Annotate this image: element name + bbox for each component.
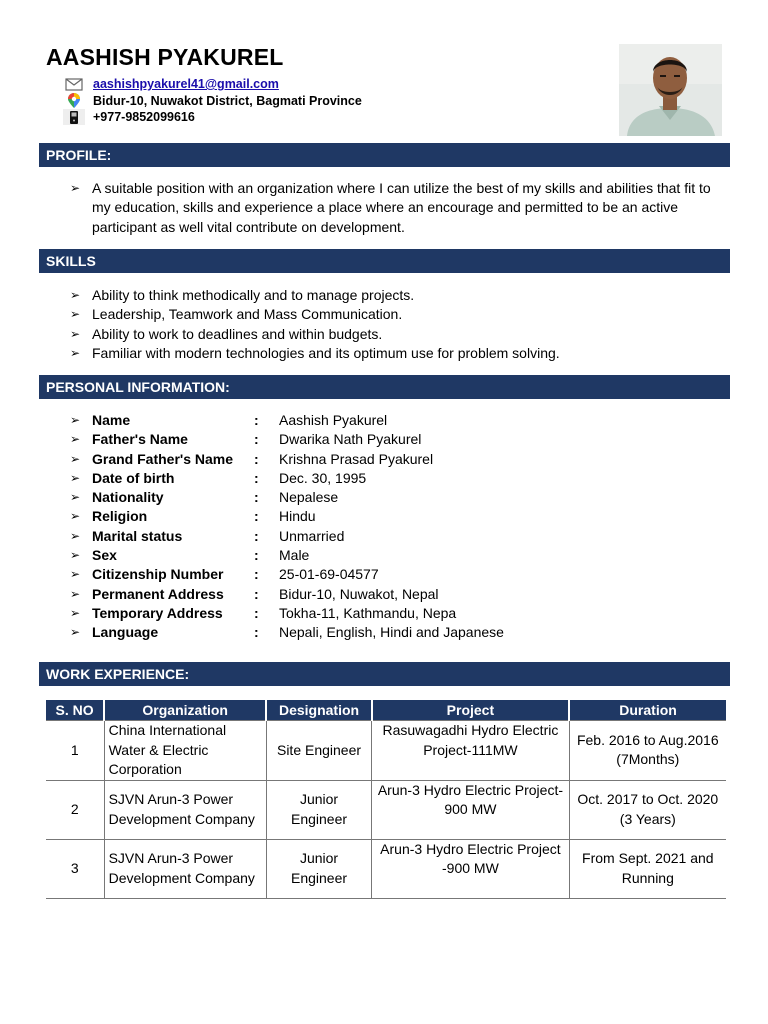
- duration-cell: From Sept. 2021 and Running: [569, 839, 726, 898]
- colon-separator: :: [254, 527, 259, 544]
- arrow-bullet-icon: ➢: [70, 509, 81, 524]
- organization-cell: China International Water & Electric Corporation: [104, 721, 266, 781]
- field-label: Father's Name: [92, 431, 188, 448]
- column-header: Designation: [266, 700, 371, 721]
- organization-cell: SJVN Arun-3 Power Development Company: [104, 780, 266, 839]
- profile-photo: [619, 44, 722, 136]
- designation-cell: Junior Engineer: [266, 780, 371, 839]
- arrow-bullet-icon: ➢: [70, 413, 81, 427]
- designation-cell: Junior Engineer: [266, 839, 371, 898]
- email-link[interactable]: aashishpyakurel41@gmail.com: [93, 77, 279, 91]
- personal-info-row: [70, 469, 504, 488]
- profile-bullet: [70, 179, 727, 237]
- work-experience-section-header: WORK EXPERIENCE:: [39, 662, 730, 686]
- column-header: Duration: [569, 700, 726, 721]
- project-cell: Rasuwagadhi Hydro Electric Project-111MW: [372, 721, 569, 781]
- colon-separator: :: [254, 450, 259, 467]
- field-value: Male: [279, 547, 310, 564]
- phone-text: +977-9852099616: [93, 110, 195, 124]
- list-item: [70, 325, 560, 344]
- personal-info-row: [70, 527, 504, 546]
- personal-info-row: [70, 430, 504, 449]
- colon-separator: :: [254, 604, 259, 621]
- colon-separator: :: [254, 431, 259, 448]
- arrow-bullet-icon: ➢: [70, 181, 81, 195]
- personal-info-row: [70, 546, 504, 565]
- arrow-bullet-icon: ➢: [70, 490, 81, 505]
- sno-cell: 1: [46, 721, 104, 781]
- profile-text: A suitable position with an organization where I can utilize the best of my skills and abilities that fit to my education, skills and experience a place where an encourage and permitted to be an active participant as well vital contribute on development.: [92, 180, 711, 235]
- personal-info-row: [70, 604, 504, 623]
- field-label: Grand Father's Name: [92, 450, 234, 467]
- skill-text: Ability to work to deadlines and within budgets.: [92, 325, 383, 342]
- table-row: [46, 780, 726, 839]
- field-label: Religion: [92, 508, 148, 525]
- colon-separator: :: [254, 566, 259, 583]
- field-value: Krishna Prasad Pyakurel: [279, 450, 434, 467]
- arrow-bullet-icon: ➢: [70, 567, 81, 582]
- designation-cell: Site Engineer: [266, 721, 371, 781]
- candidate-name: AASHISH PYAKUREL: [46, 44, 284, 70]
- personal-info-row: [70, 488, 504, 507]
- field-value: Dwarika Nath Pyakurel: [279, 431, 422, 448]
- field-label: Date of birth: [92, 469, 175, 486]
- table-header-row: [46, 700, 726, 721]
- personal-info-row: [70, 623, 504, 642]
- project-cell: Arun-3 Hydro Electric Project -900 MW: [372, 839, 569, 898]
- organization-cell: SJVN Arun-3 Power Development Company: [104, 839, 266, 898]
- field-value: Hindu: [279, 508, 316, 525]
- colon-separator: :: [254, 624, 259, 641]
- personal-info-list: [70, 411, 504, 643]
- location-pin-icon: [62, 93, 86, 109]
- table-row: [46, 839, 726, 898]
- duration-cell: Oct. 2017 to Oct. 2020 (3 Years): [569, 780, 726, 839]
- skill-text: Ability to think methodically and to manage projects.: [92, 287, 415, 303]
- column-header: Organization: [104, 700, 266, 721]
- profile-content: [70, 179, 727, 237]
- field-label: Sex: [92, 547, 117, 564]
- skill-text: Leadership, Teamwork and Mass Communication.: [92, 306, 403, 323]
- field-value: Unmarried: [279, 527, 345, 544]
- arrow-bullet-icon: ➢: [70, 625, 81, 640]
- list-item: [70, 344, 560, 363]
- field-label: Name: [92, 412, 131, 428]
- colon-separator: :: [254, 547, 259, 564]
- arrow-bullet-icon: ➢: [70, 326, 81, 341]
- project-cell: Arun-3 Hydro Electric Project-900 MW: [372, 780, 569, 839]
- duration-cell: Feb. 2016 to Aug.2016 (7Months): [569, 721, 726, 781]
- email-row: [62, 76, 362, 92]
- arrow-bullet-icon: ➢: [70, 345, 81, 360]
- field-label: Language: [92, 624, 159, 641]
- field-label: Marital status: [92, 527, 183, 544]
- personal-info-section-header: PERSONAL INFORMATION:: [39, 375, 730, 399]
- personal-info-row: [70, 411, 504, 430]
- arrow-bullet-icon: ➢: [70, 432, 81, 447]
- column-header: Project: [372, 700, 569, 721]
- list-item: [70, 286, 560, 305]
- mail-icon: [62, 76, 86, 92]
- table-row: [46, 721, 726, 781]
- field-label: Citizenship Number: [92, 566, 224, 583]
- list-item: [70, 305, 560, 324]
- contact-block: [62, 76, 362, 126]
- colon-separator: :: [254, 585, 259, 602]
- sno-cell: 3: [46, 839, 104, 898]
- phone-icon: [62, 109, 86, 125]
- field-value: Bidur-10, Nuwakot, Nepal: [279, 585, 439, 602]
- personal-info-row: [70, 507, 504, 526]
- colon-separator: :: [254, 412, 259, 428]
- arrow-bullet-icon: ➢: [70, 528, 81, 543]
- field-value: Aashish Pyakurel: [279, 412, 388, 428]
- field-value: Nepalese: [279, 489, 339, 506]
- sno-cell: 2: [46, 780, 104, 839]
- arrow-bullet-icon: ➢: [70, 586, 81, 601]
- skill-text: Familiar with modern technologies and its optimum use for problem solving.: [92, 344, 560, 361]
- skills-section-header: SKILLS: [39, 249, 730, 273]
- arrow-bullet-icon: ➢: [70, 470, 81, 485]
- field-value: Tokha-11, Kathmandu, Nepa: [279, 604, 457, 621]
- field-value: Nepali, English, Hindi and Japanese: [279, 624, 504, 641]
- field-value: 25-01-69-04577: [279, 566, 379, 583]
- field-label: Permanent Address: [92, 585, 224, 602]
- field-value: Dec. 30, 1995: [279, 469, 367, 486]
- column-header: S. NO: [46, 700, 104, 721]
- arrow-bullet-icon: ➢: [70, 451, 81, 466]
- address-row: [62, 93, 362, 109]
- arrow-bullet-icon: ➢: [70, 307, 81, 322]
- personal-info-row: [70, 450, 504, 469]
- profile-section-header: PROFILE:: [39, 143, 730, 167]
- arrow-bullet-icon: ➢: [70, 548, 81, 563]
- colon-separator: :: [254, 508, 259, 525]
- colon-separator: :: [254, 489, 259, 506]
- skills-list: [70, 286, 560, 363]
- work-experience-table: [46, 700, 726, 899]
- arrow-bullet-icon: ➢: [70, 288, 81, 302]
- address-text: Bidur-10, Nuwakot District, Bagmati Province: [93, 93, 362, 108]
- field-label: Nationality: [92, 489, 164, 506]
- personal-info-row: [70, 565, 504, 584]
- colon-separator: :: [254, 469, 259, 486]
- field-label: Temporary Address: [92, 604, 223, 621]
- arrow-bullet-icon: ➢: [70, 605, 81, 620]
- phone-row: [62, 109, 362, 125]
- personal-info-row: [70, 585, 504, 604]
